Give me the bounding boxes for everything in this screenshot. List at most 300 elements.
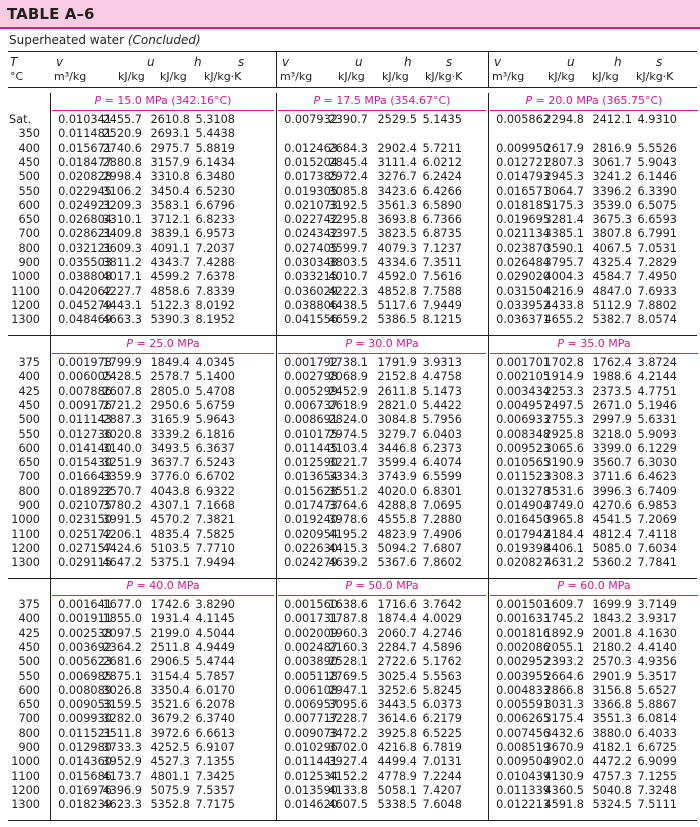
v-cell: 0.002009	[284, 626, 338, 640]
v-cell: 0.026804	[58, 213, 112, 227]
table-row	[0, 542, 700, 556]
h-cell: 3839.1	[150, 227, 190, 241]
u-cell: 3334.3	[328, 470, 368, 484]
v-cell: 0.018239	[58, 798, 112, 812]
h-cell: 5324.5	[592, 798, 632, 812]
s-cell: 7.0531	[637, 241, 677, 255]
v-cell: 0.011339	[496, 783, 550, 797]
table-subtitle	[9, 33, 201, 47]
table-row	[0, 413, 700, 427]
table-row	[0, 627, 700, 641]
s-cell: 4.4758	[422, 370, 462, 384]
table-row	[0, 798, 700, 812]
v-cell: 0.031504	[496, 284, 550, 298]
table-row	[0, 428, 700, 442]
u-cell: 3192.5	[328, 198, 368, 212]
u-cell: 4004.3	[544, 270, 584, 284]
h-cell: 2901.9	[592, 669, 632, 683]
u-cell: 2452.9	[328, 384, 368, 398]
s-cell: 6.3740	[195, 712, 235, 726]
v-cell: 0.016571	[496, 184, 550, 198]
table-row	[0, 528, 700, 542]
v-cell: 0.027157	[58, 541, 112, 555]
h-cell: 3156.8	[592, 683, 632, 697]
h-cell: 4570.2	[150, 513, 190, 527]
subtitle-concluded: (Concluded)	[127, 33, 201, 47]
temperature-cell: 1200	[11, 783, 40, 797]
s-cell: 5.5526	[637, 141, 677, 155]
h-cell: 1762.4	[592, 356, 632, 369]
h-cell: 3583.1	[150, 198, 190, 212]
v-cell: 0.033215	[284, 270, 338, 284]
v-cell: 0.012213	[496, 798, 550, 812]
h-cell: 4541.5	[592, 513, 632, 527]
v-cell: 0.001641	[58, 598, 112, 611]
h-cell: 2199.0	[150, 626, 190, 640]
s-cell: 3.8724	[637, 356, 677, 369]
h-cell: 2975.7	[150, 141, 190, 155]
v-cell: 0.011523	[496, 470, 550, 484]
v-cell: 0.022945	[58, 184, 112, 198]
u-cell: 3590.1	[544, 241, 584, 255]
v-cell: 0.001911	[58, 612, 112, 626]
table-row	[0, 399, 700, 413]
u-cell: 3599.7	[328, 241, 368, 255]
v-cell: 0.021073	[284, 198, 338, 212]
u-cell: 2160.3	[328, 640, 368, 654]
u-cell: 4360.5	[544, 783, 584, 797]
pressure-band: P = 50.0 MPa	[345, 579, 419, 592]
v-cell: 0.010175	[284, 427, 338, 441]
u-cell: 4433.8	[544, 298, 584, 312]
h-cell: 4852.8	[377, 284, 417, 298]
h-cell: 4555.8	[377, 513, 417, 527]
h-cell: 2060.7	[377, 626, 417, 640]
u-cell: 3159.5	[102, 698, 142, 712]
u-cell: 4424.6	[102, 541, 142, 555]
pressure-symbol: P	[525, 94, 533, 107]
u-cell: 2393.2	[544, 655, 584, 669]
temperature-cell: Sat.	[9, 113, 32, 126]
temperature-cell: 400	[18, 612, 40, 626]
h-cell: 4757.3	[592, 769, 632, 783]
temperature-cell: 1100	[11, 284, 40, 298]
v-cell: 0.001816	[496, 626, 550, 640]
table-row	[0, 470, 700, 484]
v-cell: 0.019695	[496, 213, 550, 227]
s-cell: 4.2746	[422, 626, 462, 640]
s-cell: 7.1355	[195, 755, 235, 769]
temperature-cell: 450	[18, 155, 40, 169]
h-cell: 4584.7	[592, 270, 632, 284]
h-cell: 2816.9	[592, 141, 632, 155]
s-cell: 7.3248	[637, 783, 677, 797]
v-cell: 0.024921	[58, 198, 112, 212]
v-cell: 0.005118	[284, 669, 338, 683]
u-cell: 4396.9	[102, 783, 142, 797]
header-u-unit: kJ/kg	[118, 70, 145, 83]
table-row	[0, 313, 700, 327]
u-cell: 4152.2	[328, 769, 368, 783]
s-cell: 7.7175	[195, 798, 235, 812]
s-cell: 4.1145	[195, 612, 235, 626]
v-cell: 0.005591	[496, 698, 550, 712]
s-cell: 6.6593	[637, 213, 677, 227]
v-cell: 0.012590	[284, 456, 338, 470]
s-cell: 6.1446	[637, 170, 677, 184]
u-cell: 1638.6	[328, 598, 368, 611]
s-cell: 8.0574	[637, 313, 677, 327]
h-cell: 4599.2	[150, 270, 190, 284]
u-cell: 4443.1	[102, 298, 142, 312]
table-row	[0, 655, 700, 669]
h-cell: 3157.9	[150, 155, 190, 169]
v-cell: 0.006957	[284, 698, 338, 712]
temperature-cell: 350	[18, 127, 40, 141]
s-cell: 6.3637	[195, 441, 235, 455]
h-cell: 3675.3	[592, 213, 632, 227]
header-v: v	[282, 55, 290, 69]
v-cell: 0.013590	[284, 783, 338, 797]
v-cell: 0.002952	[496, 655, 550, 669]
u-cell: 2528.1	[328, 655, 368, 669]
s-cell: 7.6933	[637, 284, 677, 298]
pressure-band-rule	[52, 110, 274, 111]
u-cell: 2390.7	[328, 113, 368, 126]
u-cell: 3551.2	[328, 484, 368, 498]
s-cell: 7.4118	[637, 527, 677, 541]
u-cell: 3749.0	[544, 499, 584, 512]
temperature-cell: 425	[18, 626, 40, 640]
s-cell: 3.7642	[422, 598, 462, 611]
s-cell: 6.5225	[422, 726, 462, 740]
s-cell: 7.5111	[637, 798, 677, 812]
h-cell: 3450.4	[150, 184, 190, 198]
v-cell: 0.011441	[284, 755, 338, 769]
u-cell: 2253.3	[544, 384, 584, 398]
u-cell: 2925.8	[544, 427, 584, 441]
temperature-cell: 375	[18, 356, 40, 369]
v-cell: 0.002487	[284, 640, 338, 654]
pressure-symbol: P	[126, 337, 134, 350]
u-cell: 3085.8	[328, 184, 368, 198]
v-cell: 0.019305	[284, 184, 338, 198]
h-cell: 3743.9	[377, 470, 417, 484]
s-cell: 7.3511	[422, 256, 462, 269]
h-cell: 3399.0	[592, 441, 632, 455]
u-cell: 2721.2	[102, 398, 142, 412]
h-cell: 3880.0	[592, 726, 632, 740]
pressure-band: P = 35.0 MPa	[557, 337, 631, 350]
header-u: u	[355, 55, 363, 69]
header-u-unit: kJ/kg	[338, 70, 365, 83]
v-cell: 0.015686	[58, 769, 112, 783]
s-cell: 7.9494	[195, 556, 235, 570]
u-cell: 3702.0	[328, 741, 368, 754]
h-cell: 5367.6	[377, 556, 417, 570]
u-cell: 2866.8	[544, 683, 584, 697]
u-cell: 2618.9	[328, 398, 368, 412]
u-cell: 4415.3	[328, 541, 368, 555]
pressure-symbol: P	[94, 94, 102, 107]
h-cell: 3972.6	[150, 726, 190, 740]
s-cell: 7.1237	[422, 241, 462, 255]
u-cell: 1738.1	[328, 356, 368, 369]
s-cell: 6.0373	[422, 698, 462, 712]
temperature-cell: 800	[18, 484, 40, 498]
h-cell: 5075.9	[150, 783, 190, 797]
u-cell: 3570.7	[102, 484, 142, 498]
temperature-cell: 1300	[11, 556, 40, 570]
h-cell: 4091.1	[150, 241, 190, 255]
u-cell: 2664.6	[544, 669, 584, 683]
h-cell: 3218.0	[592, 427, 632, 441]
u-cell: 4216.9	[544, 284, 584, 298]
s-cell: 6.9853	[637, 499, 677, 512]
table-row	[0, 456, 700, 470]
v-cell: 0.001731	[284, 612, 338, 626]
u-cell: 2740.6	[102, 141, 142, 155]
table-row	[0, 442, 700, 456]
v-cell: 0.005862	[496, 113, 550, 126]
u-cell: 3472.2	[328, 726, 368, 740]
h-cell: 5386.5	[377, 313, 417, 327]
temperature-cell: 900	[18, 499, 40, 512]
table-row	[0, 670, 700, 684]
h-cell: 3084.8	[377, 413, 417, 427]
temperature-cell: 700	[18, 712, 40, 726]
pressure-band-rule	[490, 595, 698, 596]
s-cell: 7.4906	[422, 527, 462, 541]
u-cell: 2455.7	[102, 113, 142, 126]
v-cell: 0.021134	[496, 227, 550, 241]
u-cell: 3965.8	[544, 513, 584, 527]
s-cell: 6.8301	[422, 484, 462, 498]
v-cell: 0.014904	[496, 499, 550, 512]
s-cell: 6.2179	[422, 712, 462, 726]
table-row	[0, 755, 700, 769]
v-cell: 0.002538	[58, 626, 112, 640]
h-cell: 2902.4	[377, 141, 417, 155]
s-cell: 6.5230	[195, 184, 235, 198]
s-cell: 5.1762	[422, 655, 462, 669]
h-cell: 1843.2	[592, 612, 632, 626]
v-cell: 0.015671	[58, 141, 112, 155]
s-cell: 7.5825	[195, 527, 235, 541]
v-cell: 0.001978	[58, 356, 112, 369]
s-cell: 7.0695	[422, 499, 462, 512]
h-cell: 1699.9	[592, 598, 632, 611]
temperature-cell: 550	[18, 427, 40, 441]
v-cell: 0.006005	[58, 370, 112, 384]
table-row	[0, 784, 700, 798]
s-cell: 6.0170	[195, 683, 235, 697]
v-cell: 0.014620	[284, 798, 338, 812]
s-cell: 5.1473	[422, 384, 462, 398]
s-cell: 7.4288	[195, 256, 235, 269]
header-u: u	[567, 55, 575, 69]
v-cell: 0.023150	[58, 513, 112, 527]
s-cell: 7.7841	[637, 556, 677, 570]
s-cell: 6.3480	[195, 170, 235, 184]
v-cell: 0.016643	[58, 470, 112, 484]
u-cell: 3795.7	[544, 256, 584, 269]
v-cell: 0.017473	[284, 499, 338, 512]
u-cell: 1787.8	[328, 612, 368, 626]
temperature-cell: 1000	[11, 270, 40, 284]
u-cell: 3221.7	[328, 456, 368, 470]
temperature-cell: 500	[18, 170, 40, 184]
s-cell: 7.2037	[195, 241, 235, 255]
h-cell: 3396.2	[592, 184, 632, 198]
v-cell: 0.006265	[496, 712, 550, 726]
v-cell: 0.018922	[58, 484, 112, 498]
u-cell: 3385.1	[544, 227, 584, 241]
s-cell: 7.2880	[422, 513, 462, 527]
v-cell: 0.004957	[496, 398, 550, 412]
s-cell: 7.7588	[422, 284, 462, 298]
u-cell: 3308.3	[544, 470, 584, 484]
pressure-band-rule	[52, 595, 274, 596]
v-cell: 0.014793	[496, 170, 550, 184]
u-cell: 3511.8	[102, 726, 142, 740]
s-cell: 6.9322	[195, 484, 235, 498]
u-cell: 4130.9	[544, 769, 584, 783]
temperature-cell: 500	[18, 655, 40, 669]
u-cell: 4631.2	[544, 556, 584, 570]
table-row	[0, 485, 700, 499]
h-cell: 2722.6	[377, 655, 417, 669]
u-cell: 3991.5	[102, 513, 142, 527]
u-cell: 2875.1	[102, 669, 142, 683]
table-row	[0, 612, 700, 626]
s-cell: 4.2144	[637, 370, 677, 384]
header-v-unit: m³/kg	[492, 70, 525, 83]
h-cell: 3154.4	[150, 669, 190, 683]
header-u-unit: kJ/kg	[548, 70, 575, 83]
v-cell: 0.016450	[496, 513, 550, 527]
v-cell: 0.023870	[496, 241, 550, 255]
header-h: h	[614, 55, 622, 69]
v-cell: 0.002086	[496, 640, 550, 654]
u-cell: 3359.9	[102, 470, 142, 484]
pressure-symbol: P	[313, 94, 321, 107]
h-cell: 3679.2	[150, 712, 190, 726]
v-cell: 0.001560	[284, 598, 338, 611]
s-cell: 6.5599	[422, 470, 462, 484]
u-cell: 2068.9	[328, 370, 368, 384]
pressure-band-rule	[278, 110, 486, 111]
v-cell: 0.007886	[58, 384, 112, 398]
u-cell: 3310.1	[102, 213, 142, 227]
u-cell: 3609.3	[102, 241, 142, 255]
h-cell: 4343.7	[150, 256, 190, 269]
v-cell: 0.003890	[284, 655, 338, 669]
h-cell: 3925.8	[377, 726, 417, 740]
h-cell: 2373.5	[592, 384, 632, 398]
u-cell: 4607.5	[328, 798, 368, 812]
u-cell: 4623.3	[102, 798, 142, 812]
u-cell: 1914.9	[544, 370, 584, 384]
h-cell: 3165.9	[150, 413, 190, 427]
h-cell: 3539.0	[592, 198, 632, 212]
s-cell: 8.1952	[195, 313, 235, 327]
h-cell: 5122.3	[150, 298, 190, 312]
u-cell: 4010.7	[328, 270, 368, 284]
s-cell: 6.4033	[637, 726, 677, 740]
pressure-band: P = 17.5 MPa (354.67°C)	[313, 94, 451, 107]
v-cell: 0.036029	[284, 284, 338, 298]
u-cell: 4655.2	[544, 313, 584, 327]
v-cell: 0.015204	[284, 155, 338, 169]
v-cell: 0.017942	[496, 527, 550, 541]
s-cell: 6.1816	[195, 427, 235, 441]
v-cell: 0.011143	[58, 413, 112, 427]
temperature-cell: 900	[18, 741, 40, 754]
header-s: s	[446, 55, 453, 69]
table-row	[0, 684, 700, 698]
s-cell: 6.0212	[422, 155, 462, 169]
s-cell: 7.1255	[637, 769, 677, 783]
u-cell: 3228.7	[328, 712, 368, 726]
u-cell: 3020.8	[102, 427, 142, 441]
s-cell: 7.3425	[195, 769, 235, 783]
u-cell: 2681.6	[102, 655, 142, 669]
v-cell: 0.014140	[58, 441, 112, 455]
s-cell: 6.3390	[637, 184, 677, 198]
u-cell: 3764.6	[328, 499, 368, 512]
table-row	[0, 256, 700, 270]
temperature-cell: 1000	[11, 755, 40, 769]
s-cell: 7.0131	[422, 755, 462, 769]
s-cell: 4.5896	[422, 640, 462, 654]
h-cell: 5382.7	[592, 313, 632, 327]
v-cell: 0.022630	[284, 541, 338, 555]
s-cell: 5.7211	[422, 141, 462, 155]
v-cell: 0.025172	[58, 527, 112, 541]
s-cell: 7.2069	[637, 513, 677, 527]
header-s: s	[238, 55, 245, 69]
u-cell: 2684.3	[328, 141, 368, 155]
h-cell: 4325.4	[592, 256, 632, 269]
v-cell: 0.022742	[284, 213, 338, 227]
s-cell: 3.9313	[422, 356, 462, 369]
s-cell: 5.1946	[637, 398, 677, 412]
s-cell: 5.4422	[422, 398, 462, 412]
u-cell: 4647.2	[102, 556, 142, 570]
h-cell: 4307.1	[150, 499, 190, 512]
table-row	[0, 113, 700, 127]
v-cell: 0.012534	[284, 769, 338, 783]
h-cell: 2511.8	[150, 640, 190, 654]
u-cell: 4184.4	[544, 527, 584, 541]
u-cell: 3064.7	[544, 184, 584, 198]
h-cell: 3279.7	[377, 427, 417, 441]
table-row	[0, 199, 700, 213]
u-cell: 2364.2	[102, 640, 142, 654]
pressure-band-rule	[278, 595, 486, 596]
h-cell: 5375.1	[150, 556, 190, 570]
u-cell: 3209.3	[102, 198, 142, 212]
u-cell: 2294.8	[544, 113, 584, 126]
h-cell: 3693.8	[377, 213, 417, 227]
s-cell: 6.9107	[195, 741, 235, 754]
v-cell: 0.019398	[496, 541, 550, 555]
s-cell: 4.4140	[637, 640, 677, 654]
u-cell: 2807.3	[544, 155, 584, 169]
u-cell: 4222.3	[328, 284, 368, 298]
v-cell: 0.005623	[58, 655, 112, 669]
